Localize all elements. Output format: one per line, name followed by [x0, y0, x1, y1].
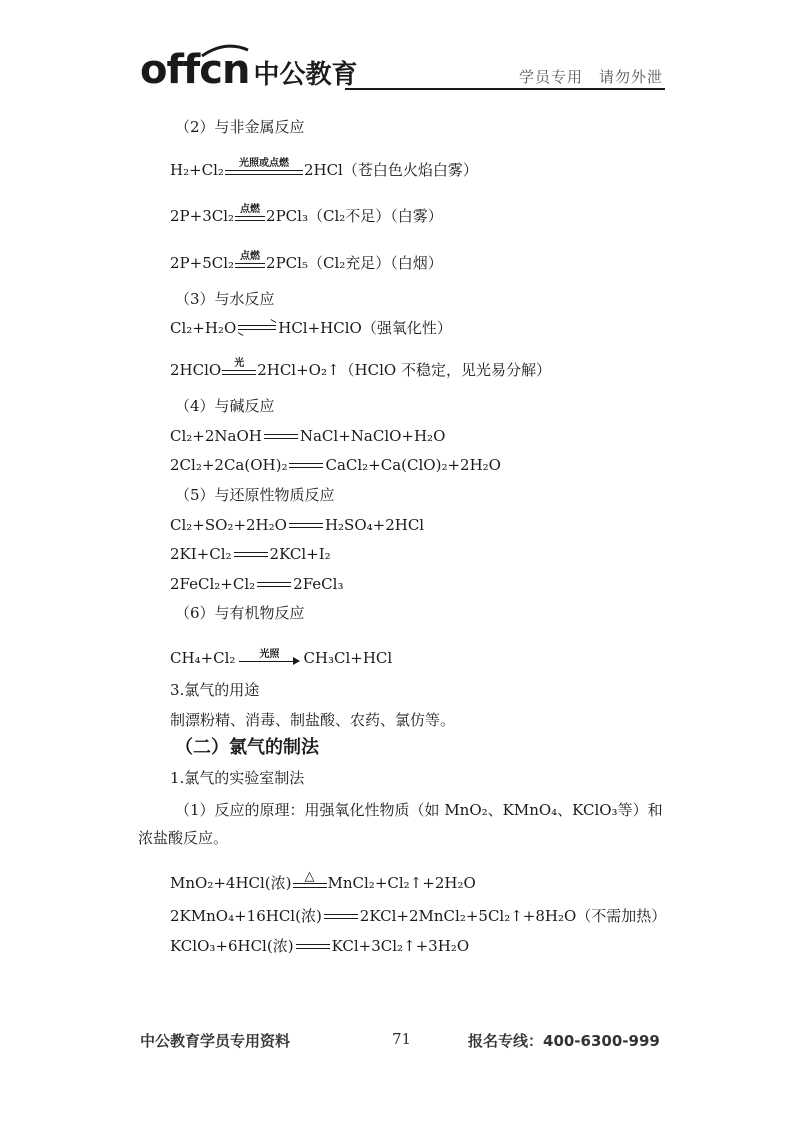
equation-9: [170, 544, 331, 564]
eq4-left: Cl₂+H₂O: [170, 319, 237, 337]
eq9-right: 2KCl+I₂: [269, 545, 331, 563]
equation-13: [170, 906, 666, 926]
eq8-right: H₂SO₄+2HCl: [324, 516, 425, 534]
eq5-condition: 光: [234, 358, 245, 369]
eq5-right: 2HCl+O₂↑（HClO 不稳定，见光易分解）: [257, 361, 551, 379]
eq11-condition: 光照: [259, 649, 280, 660]
offcn-logo: [140, 47, 358, 93]
eq1-left: H₂+Cl₂: [170, 161, 224, 179]
eq11-left: CH₄+Cl₂: [170, 649, 236, 667]
eq3-left: 2P+5Cl₂: [170, 254, 235, 272]
double-bar-icon: [234, 552, 268, 557]
equation-6: [170, 426, 445, 446]
principle-line-1: （1）反应的原理：用强氧化性物质（如 MnO₂、KMnO₄、KClO₃等）和: [175, 801, 663, 819]
equation-8: [170, 515, 424, 535]
section-5-title: （5）与还原性物质反应: [175, 486, 335, 504]
equation-3: [170, 251, 443, 273]
eq5-left: 2HClO: [170, 361, 222, 379]
header-rule: [345, 88, 665, 90]
uses-text: 制漂粉精、消毒、制盐酸、农药、氯仿等。: [170, 711, 456, 729]
section-3-title: （3）与水反应: [175, 290, 275, 308]
eq14-left: KClO₃+6HCl(浓): [170, 937, 294, 955]
equation-11: [170, 648, 392, 668]
eq2-left: 2P+3Cl₂: [170, 207, 235, 225]
uses-title: 3.氯气的用途: [170, 681, 260, 699]
page-number: 71: [392, 1030, 412, 1048]
principle-line-2: 浓盐酸反应。: [138, 829, 229, 847]
eq13-right: 2KCl+2MnCl₂+5Cl₂↑+8H₂O（不需加热）: [359, 907, 667, 925]
section-6-title: （6）与有机物反应: [175, 604, 305, 622]
equation-4: [170, 318, 452, 338]
equation-14: [170, 936, 469, 956]
eq10-right: 2FeCl₃: [293, 575, 344, 593]
eq8-left: Cl₂+SO₂+2H₂O: [170, 516, 287, 534]
section-2-title: （2）与非金属反应: [175, 118, 305, 136]
double-bar-icon: [235, 263, 265, 268]
footer-left: 中公教育学员专用资料: [140, 1032, 291, 1050]
lab-method-title: 1.氯气的实验室制法: [170, 769, 305, 787]
eq3-right: 2PCl₅（Cl₂充足）（白烟）: [266, 254, 443, 272]
header-tag: 学员专用 请勿外泄: [518, 68, 663, 86]
eq4-right: HCl+HClO（强氧化性）: [278, 319, 452, 337]
eq14-right: KCl+3Cl₂↑+3H₂O: [331, 937, 470, 955]
eq2-right: 2PCl₃（Cl₂不足）（白雾）: [266, 207, 443, 225]
logo-swoosh-icon: [200, 44, 250, 58]
equation-7: [170, 455, 501, 475]
eq7-left: 2Cl₂+2Ca(OH)₂: [170, 456, 288, 474]
double-bar-icon: [264, 434, 298, 439]
equation-10: [170, 574, 343, 594]
double-bar-icon: [225, 170, 303, 175]
double-bar-icon: [235, 216, 265, 221]
right-arrow-icon: [239, 661, 299, 662]
double-bar-icon: [289, 463, 323, 468]
eq2-condition: 点燃: [240, 204, 261, 215]
heat-triangle-icon: △: [304, 869, 315, 884]
eq12-right: MnCl₂+Cl₂↑+2H₂O: [327, 874, 476, 892]
eq1-condition: 光照或点燃: [238, 158, 289, 169]
eq11-right: CH₃Cl+HCl: [303, 649, 393, 667]
eq6-left: Cl₂+2NaOH: [170, 427, 262, 445]
equation-5: [170, 358, 551, 380]
double-bar-icon: [257, 582, 291, 587]
equation-2: [170, 204, 443, 226]
logo-brand: offcn: [140, 47, 250, 93]
eq12-left: MnO₂+4HCl(浓): [170, 874, 292, 892]
reversible-arrow-icon: [238, 323, 276, 333]
eq1-right: 2HCl（苍白色火焰白雾）: [303, 161, 478, 179]
eq10-left: 2FeCl₂+Cl₂: [170, 575, 256, 593]
page-header: [140, 40, 665, 92]
eq9-left: 2KI+Cl₂: [170, 545, 232, 563]
double-bar-icon: [296, 944, 330, 949]
eq13-left: 2KMnO₄+16HCl(浓): [170, 907, 322, 925]
eq3-condition: 点燃: [240, 251, 261, 262]
double-bar-icon: [293, 883, 327, 888]
equation-1: [170, 158, 478, 180]
section-heading-preparation: （二）氯气的制法: [175, 737, 319, 758]
section-4-title: （4）与碱反应: [175, 397, 275, 415]
double-bar-icon: [289, 523, 323, 528]
double-bar-icon: [222, 370, 256, 375]
eq6-right: NaCl+NaClO+H₂O: [299, 427, 446, 445]
logo-cn: 中公教育: [253, 60, 358, 90]
equation-12: [170, 871, 476, 893]
double-bar-icon: [324, 914, 358, 919]
footer-hotline: 报名专线：400-6300-999: [468, 1032, 660, 1050]
eq7-right: CaCl₂+Ca(ClO)₂+2H₂O: [325, 456, 501, 474]
